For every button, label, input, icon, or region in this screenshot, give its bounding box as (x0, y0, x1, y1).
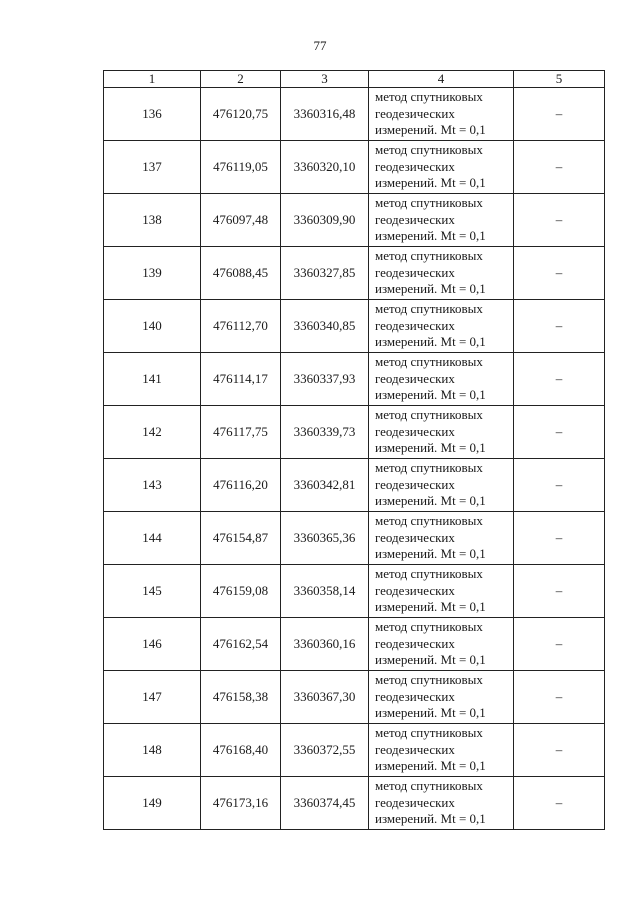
method-line: метод спутниковых (375, 460, 483, 476)
method-line: измерений. Mt = 0,1 (375, 811, 486, 827)
cell-x-coordinate: 476158,38 (201, 671, 281, 724)
cell-point-number: 144 (104, 512, 201, 565)
cell-y-coordinate: 3360342,81 (281, 459, 369, 512)
method-line: измерений. Mt = 0,1 (375, 387, 486, 403)
method-line: измерений. Mt = 0,1 (375, 705, 486, 721)
method-line: измерений. Mt = 0,1 (375, 493, 486, 509)
cell-x-coordinate: 476088,45 (201, 247, 281, 300)
method-line: метод спутниковых (375, 619, 483, 635)
method-line: метод спутниковых (375, 354, 483, 370)
table-row (104, 777, 605, 830)
method-line: геодезических (375, 529, 455, 545)
cell-point-number: 141 (104, 353, 201, 406)
table-row (104, 512, 605, 565)
method-line: геодезических (375, 582, 455, 598)
cell-y-coordinate: 3360360,16 (281, 618, 369, 671)
method-line: метод спутниковых (375, 566, 483, 582)
table-row (104, 353, 605, 406)
cell-note: – (514, 618, 605, 671)
method-line: метод спутниковых (375, 248, 483, 264)
method-line: измерений. Mt = 0,1 (375, 281, 486, 297)
cell-x-coordinate: 476154,87 (201, 512, 281, 565)
cell-x-coordinate: 476116,20 (201, 459, 281, 512)
page-number: 77 (313, 38, 327, 53)
cell-method (369, 671, 514, 724)
cell-method (369, 300, 514, 353)
cell-y-coordinate: 3360367,30 (281, 671, 369, 724)
cell-note: – (514, 459, 605, 512)
method-line: измерений. Mt = 0,1 (375, 652, 486, 668)
method-line: геодезических (375, 476, 455, 492)
method-line: измерений. Mt = 0,1 (375, 440, 486, 456)
cell-note: – (514, 247, 605, 300)
cell-note: – (514, 300, 605, 353)
table-header-row (104, 71, 605, 88)
cell-x-coordinate: 476120,75 (201, 88, 281, 141)
cell-point-number: 143 (104, 459, 201, 512)
table-row (104, 88, 605, 141)
cell-note: – (514, 406, 605, 459)
cell-method (369, 353, 514, 406)
cell-note: – (514, 512, 605, 565)
cell-y-coordinate: 3360316,48 (281, 88, 369, 141)
cell-y-coordinate: 3360374,45 (281, 777, 369, 830)
method-line: измерений. Mt = 0,1 (375, 546, 486, 562)
cell-x-coordinate: 476168,40 (201, 724, 281, 777)
method-line: геодезических (375, 741, 455, 757)
table-row (104, 194, 605, 247)
cell-point-number: 146 (104, 618, 201, 671)
cell-point-number: 139 (104, 247, 201, 300)
column-header-method: 4 (369, 71, 514, 88)
method-line: геодезических (375, 158, 455, 174)
cell-note: – (514, 88, 605, 141)
cell-y-coordinate: 3360327,85 (281, 247, 369, 300)
method-line: измерений. Mt = 0,1 (375, 334, 486, 350)
cell-y-coordinate: 3360340,85 (281, 300, 369, 353)
cell-point-number: 147 (104, 671, 201, 724)
cell-note: – (514, 671, 605, 724)
cell-point-number: 137 (104, 141, 201, 194)
method-line: геодезических (375, 423, 455, 439)
cell-point-number: 149 (104, 777, 201, 830)
cell-y-coordinate: 3360365,36 (281, 512, 369, 565)
cell-y-coordinate: 3360358,14 (281, 565, 369, 618)
column-header-note: 5 (514, 71, 605, 88)
table-row (104, 565, 605, 618)
cell-method (369, 194, 514, 247)
coordinates-table (103, 70, 605, 830)
cell-x-coordinate: 476112,70 (201, 300, 281, 353)
method-line: метод спутниковых (375, 142, 483, 158)
cell-method (369, 724, 514, 777)
method-line: метод спутниковых (375, 778, 483, 794)
method-line: геодезических (375, 688, 455, 704)
cell-x-coordinate: 476114,17 (201, 353, 281, 406)
column-header-x: 2 (201, 71, 281, 88)
method-line: измерений. Mt = 0,1 (375, 122, 486, 138)
cell-y-coordinate: 3360309,90 (281, 194, 369, 247)
cell-y-coordinate: 3360320,10 (281, 141, 369, 194)
method-line: метод спутниковых (375, 195, 483, 211)
cell-method (369, 88, 514, 141)
method-line: геодезических (375, 264, 455, 280)
cell-y-coordinate: 3360372,55 (281, 724, 369, 777)
method-line: метод спутниковых (375, 301, 483, 317)
cell-note: – (514, 777, 605, 830)
cell-y-coordinate: 3360339,73 (281, 406, 369, 459)
method-line: метод спутниковых (375, 672, 483, 688)
column-header-point: 1 (104, 71, 201, 88)
cell-note: – (514, 565, 605, 618)
cell-method (369, 777, 514, 830)
cell-method (369, 406, 514, 459)
cell-point-number: 138 (104, 194, 201, 247)
method-line: геодезических (375, 317, 455, 333)
method-line: измерений. Mt = 0,1 (375, 758, 486, 774)
method-line: геодезических (375, 105, 455, 121)
cell-method (369, 247, 514, 300)
cell-point-number: 145 (104, 565, 201, 618)
cell-note: – (514, 724, 605, 777)
method-line: геодезических (375, 794, 455, 810)
cell-note: – (514, 353, 605, 406)
cell-point-number: 142 (104, 406, 201, 459)
table-row (104, 406, 605, 459)
cell-note: – (514, 194, 605, 247)
cell-method (369, 459, 514, 512)
cell-x-coordinate: 476097,48 (201, 194, 281, 247)
cell-x-coordinate: 476119,05 (201, 141, 281, 194)
cell-method (369, 141, 514, 194)
table-row (104, 459, 605, 512)
method-line: измерений. Mt = 0,1 (375, 228, 486, 244)
table-row (104, 724, 605, 777)
cell-x-coordinate: 476162,54 (201, 618, 281, 671)
cell-note: – (514, 141, 605, 194)
method-line: метод спутниковых (375, 407, 483, 423)
cell-point-number: 136 (104, 88, 201, 141)
cell-y-coordinate: 3360337,93 (281, 353, 369, 406)
method-line: измерений. Mt = 0,1 (375, 175, 486, 191)
table-row (104, 247, 605, 300)
method-line: метод спутниковых (375, 725, 483, 741)
cell-x-coordinate: 476117,75 (201, 406, 281, 459)
table-row (104, 618, 605, 671)
cell-method (369, 618, 514, 671)
method-line: измерений. Mt = 0,1 (375, 599, 486, 615)
cell-x-coordinate: 476159,08 (201, 565, 281, 618)
column-header-y: 3 (281, 71, 369, 88)
method-line: метод спутниковых (375, 89, 483, 105)
cell-x-coordinate: 476173,16 (201, 777, 281, 830)
cell-point-number: 148 (104, 724, 201, 777)
table-row (104, 300, 605, 353)
table-row (104, 141, 605, 194)
method-line: метод спутниковых (375, 513, 483, 529)
method-line: геодезических (375, 370, 455, 386)
method-line: геодезических (375, 635, 455, 651)
cell-method (369, 512, 514, 565)
method-line: геодезических (375, 211, 455, 227)
table-row (104, 671, 605, 724)
cell-method (369, 565, 514, 618)
cell-point-number: 140 (104, 300, 201, 353)
